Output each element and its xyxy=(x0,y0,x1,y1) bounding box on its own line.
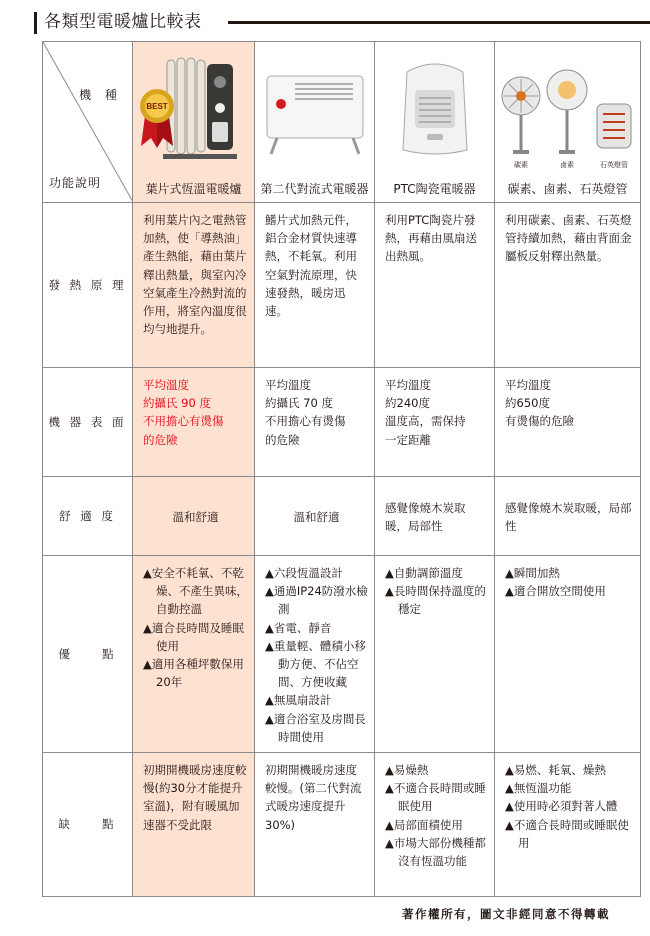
line: 有燙傷的危險 xyxy=(505,414,574,429)
comfort-ptc: 感覺像燒木炭取暖，局部性 xyxy=(375,477,495,556)
title-accent-bar xyxy=(34,12,37,34)
disadvantages-convection: 初期開機暖房速度較慢。(第二代對流式暖房速度提升30%) xyxy=(255,753,375,897)
list-item: ▲使用時必須對著人體 xyxy=(505,799,618,814)
list-item: ▲瞬間加熱 xyxy=(505,566,560,580)
list-item: ▲無恆溫功能 xyxy=(505,781,572,796)
lamp-heaters-image xyxy=(495,50,640,172)
page-title: 各類型電暖爐比較表 xyxy=(44,12,202,32)
row-label: 機 器 表 面 xyxy=(43,368,133,477)
comparison-table xyxy=(42,41,641,897)
line: 平均溫度 xyxy=(265,378,311,392)
line: 約攝氏 90 度 xyxy=(143,396,211,411)
list-item: ▲省電、靜音 xyxy=(265,620,332,635)
ptc-heater-image xyxy=(375,50,494,172)
line: 不用擔心有燙傷 xyxy=(143,414,224,429)
row-advantages xyxy=(43,556,641,753)
list-item: ▲無風扇設計 xyxy=(265,693,332,708)
principle-oil: 利用葉片內之電熱管加熱，使「導熱油」產生熱能，藉由葉片釋出熱量，與室內冷空氣產生冷熱對流的作用，將室內溫度很均勻地提升。 xyxy=(133,203,255,368)
badge-text: BEST xyxy=(146,102,168,111)
line: 約攝氏 70 度 xyxy=(265,396,333,411)
product-name-lamp: 碳素、鹵素、石英燈管 xyxy=(507,182,628,196)
list-item: ▲適合開放空間使用 xyxy=(505,584,606,599)
advantages-convection xyxy=(255,556,375,753)
list-item: ▲不適合長時間或睡眠使用 xyxy=(505,817,629,850)
list-item: ▲六段恆溫設計 xyxy=(265,566,343,580)
principle-convection: 鰭片式加熱元件，鋁合金材質快速導熱，不耗氧。利用空氣對流原理，快速發熱，暖房迅速。 xyxy=(255,203,375,368)
line: 不用擔心有燙傷 xyxy=(265,414,346,429)
row-surface xyxy=(43,368,641,477)
product-header-oil-heater xyxy=(133,42,255,203)
list-item: ▲通過IP24防潑水檢測 xyxy=(265,584,368,617)
caption-carbon: 碳素 xyxy=(514,161,528,169)
caption-halogen: 鹵素 xyxy=(560,161,574,169)
list-item: ▲局部面積使用 xyxy=(385,817,463,832)
product-header-lamp xyxy=(495,42,641,203)
function-label: 功能說明 xyxy=(49,175,102,190)
advantages-ptc xyxy=(375,556,495,753)
disadvantages-lamp xyxy=(495,753,641,897)
list-item: ▲適合浴室及房間長時間使用 xyxy=(265,711,366,744)
corner-header-cell xyxy=(43,42,133,203)
product-name-oil-heater: 葉片式恆溫電暖爐 xyxy=(145,182,242,196)
line: 約240度 xyxy=(385,396,430,411)
disadvantages-oil: 初期開機暖房速度較慢(約30分才能提升室溫)，附有暖風加速器不受此限 xyxy=(133,753,255,897)
surface-ptc xyxy=(375,368,495,477)
list-item: ▲不適合長時間或睡眠使用 xyxy=(385,781,486,814)
best-badge-icon xyxy=(137,86,177,148)
list-item: ▲自動調節溫度 xyxy=(385,566,463,580)
advantages-lamp xyxy=(495,556,641,753)
kind-label: 機 種 xyxy=(79,88,122,102)
list-item: ▲適用各種坪數保用20年 xyxy=(143,657,244,690)
comfort-convection: 溫和舒適 xyxy=(255,477,375,556)
row-label: 缺 點 xyxy=(43,753,133,897)
row-disadvantages xyxy=(43,753,641,897)
row-label: 發 熱 原 理 xyxy=(43,203,133,368)
product-name-convection: 第二代對流式電暖器 xyxy=(260,182,369,196)
surface-oil xyxy=(133,368,255,477)
list-item: ▲長時間保持溫度的穩定 xyxy=(385,584,486,617)
row-comfort xyxy=(43,477,641,556)
row-label: 優 點 xyxy=(43,556,133,753)
row-label: 舒 適 度 xyxy=(43,477,133,556)
list-item: ▲安全不耗氧、不乾燥、不產生異味，自動控溫 xyxy=(143,566,248,617)
copyright-notice: 著作權所有，圖文非經同意不得轉載 xyxy=(402,907,610,921)
advantages-oil xyxy=(133,556,255,753)
comfort-lamp: 感覺像燒木炭取暖，局部性 xyxy=(495,477,641,556)
comfort-oil: 溫和舒適 xyxy=(133,477,255,556)
caption-quartz: 石英燈管 xyxy=(600,161,628,169)
convection-heater-image xyxy=(255,50,374,172)
product-header-convection xyxy=(255,42,375,203)
page-header xyxy=(34,4,650,36)
product-header-ptc xyxy=(375,42,495,203)
list-item: ▲易燃、耗氧、燥熱 xyxy=(505,763,606,778)
line: 一定距離 xyxy=(385,432,431,447)
line: 的危險 xyxy=(265,432,300,447)
line: 平均溫度 xyxy=(385,378,431,392)
title-rule xyxy=(228,21,650,24)
list-item: ▲重量輕、體積小移動方便、不佔空間、方便收藏 xyxy=(265,638,366,690)
list-item: ▲市場大部份機種都沒有恆溫功能 xyxy=(385,835,486,869)
line: 平均溫度 xyxy=(143,378,189,392)
principle-ptc: 利用PTC陶瓷片發熱，再藉由風扇送出熱風。 xyxy=(375,203,495,368)
principle-lamp: 利用碳素、鹵素、石英燈管持續加熱，藉由背面金屬板反射釋出熱量。 xyxy=(495,203,641,368)
surface-lamp xyxy=(495,368,641,477)
line: 平均溫度 xyxy=(505,378,551,392)
product-name-ptc: PTC陶瓷電暖器 xyxy=(393,182,476,196)
disadvantages-ptc xyxy=(375,753,495,897)
row-principle xyxy=(43,203,641,368)
list-item: ▲易燥熱 xyxy=(385,763,429,778)
list-item: ▲適合長時間及睡眠使用 xyxy=(143,620,244,653)
line: 溫度高，需保持 xyxy=(385,414,466,429)
surface-convection xyxy=(255,368,375,477)
line: 約650度 xyxy=(505,396,550,411)
oil-heater-image xyxy=(133,50,254,172)
line: 的危險 xyxy=(143,432,178,447)
header-row xyxy=(43,42,641,203)
